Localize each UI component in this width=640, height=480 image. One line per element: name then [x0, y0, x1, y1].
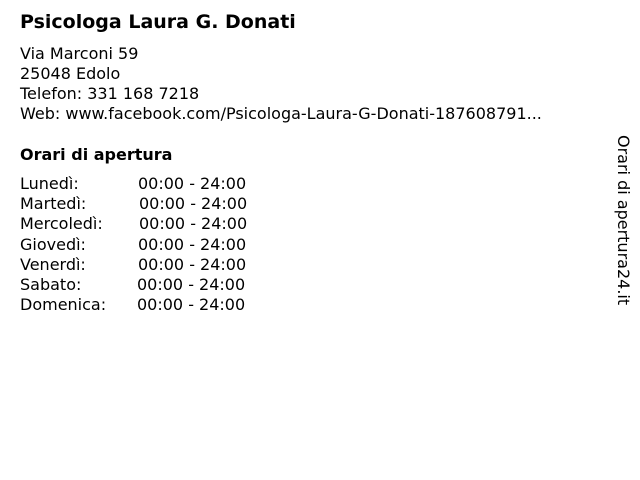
- hours-row-monday: [20, 174, 320, 194]
- phone-line: [20, 84, 542, 104]
- hours-time: 00:00 - 24:00: [137, 274, 246, 294]
- hours-row-saturday: [20, 275, 320, 295]
- hours-day: Mercoledì:: [20, 214, 103, 234]
- hours-time: 00:00 - 24:00: [139, 194, 248, 214]
- hours-row-sunday: [20, 295, 320, 315]
- hours-day: Sabato:: [20, 274, 82, 294]
- hours-day: Domenica:: [20, 295, 107, 315]
- web-line: [20, 104, 542, 124]
- hours-row-tuesday: [20, 194, 320, 214]
- web-link[interactable]: www.facebook.com/Psicologa-Laura-G-Donati-187608791...: [65, 104, 542, 123]
- address-street: Via Marconi 59: [20, 44, 139, 63]
- hours-day: Martedì:: [20, 194, 87, 214]
- address-city: 25048 Edolo: [20, 64, 121, 83]
- hours-time: 00:00 - 24:00: [138, 234, 247, 254]
- web-label: Web:: [20, 104, 61, 123]
- hours-row-friday: [20, 255, 320, 275]
- hours-time: 00:00 - 24:00: [138, 254, 247, 274]
- phone-label: Telefon:: [20, 84, 83, 103]
- hours-day: Giovedì:: [20, 234, 86, 254]
- hours-time: 00:00 - 24:00: [137, 295, 246, 315]
- hours-row-thursday: [20, 235, 320, 255]
- hours-day: Venerdì:: [20, 254, 86, 274]
- phone-number: 331 168 7218: [87, 84, 200, 103]
- site-brand-vertical: [612, 135, 634, 310]
- site-brand-text[interactable]: Orari di apertura24.it: [614, 135, 633, 306]
- hours-time: 00:00 - 24:00: [138, 174, 247, 193]
- hours-day: Lunedì:: [20, 174, 79, 193]
- opening-hours-list: [20, 174, 320, 315]
- opening-hours-heading: Orari di apertura: [20, 145, 173, 164]
- business-address: [20, 44, 542, 124]
- business-name: Psicologa Laura G. Donati: [20, 11, 296, 33]
- hours-time: 00:00 - 24:00: [139, 214, 248, 234]
- hours-row-wednesday: [20, 214, 320, 234]
